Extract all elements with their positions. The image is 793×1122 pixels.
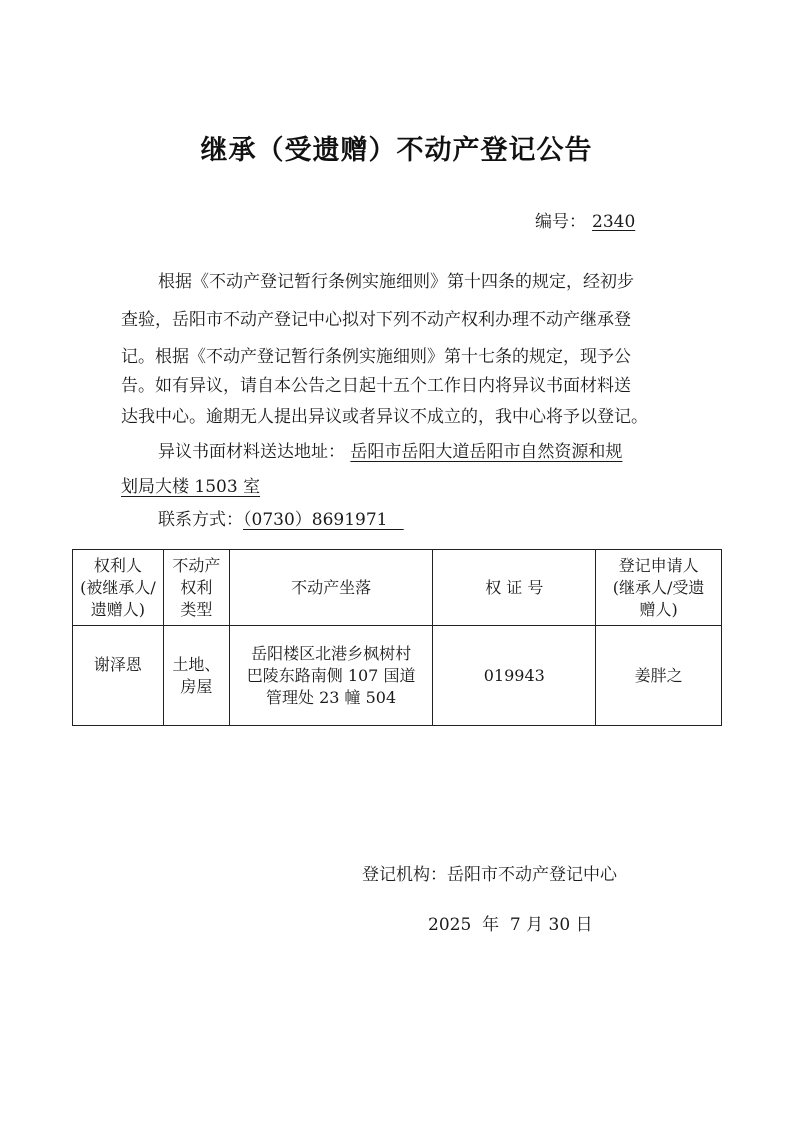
page-title: 继承（受遗赠）不动产登记公告 [200,135,593,166]
doc-number-value: 2340 [592,212,636,232]
body-line-2: 查验，岳阳市不动产登记中心拟对下列不动产权利办理不动产继承登 [121,310,631,330]
contact-value: （0730）8691971 [243,510,388,530]
header-rights-holder: 权利人 (被继承人/ 遗赠人) [73,550,164,626]
cell-certificate-no: 019943 [433,626,596,726]
address-label: 异议书面材料送达地址： [158,442,345,462]
cell-location: 岳阳楼区北港乡枫树村 巴陵东路南侧 107 国道 管理处 23 幢 504 [229,626,433,726]
org-label: 登记机构： [362,865,447,885]
org-name: 岳阳市不动产登记中心 [447,865,617,885]
registration-org [362,860,617,885]
doc-number-label: 编号： [535,212,586,232]
cell-rights-holder: 谢泽恩 [73,626,164,726]
body-line-1: 根据《不动产登记暂行条例实施细则》第十四条的规定，经初步 [158,272,634,292]
cell-applicant: 姜胖之 [596,626,722,726]
registration-table [72,549,722,726]
header-property-type: 不动产 权利 类型 [163,550,229,626]
cell-property-type: 土地、 房屋 [163,626,229,726]
address-line [158,441,622,463]
contact-line [158,509,404,531]
header-certificate-no: 权 证 号 [433,550,596,626]
header-applicant: 登记申请人 (继承人/受遗 赠人) [596,550,722,626]
doc-number [535,207,635,232]
address-value-part1: 岳阳市岳阳大道岳阳市自然资源和规 [350,442,623,462]
body-line-5: 达我中心。逾期无人提出异议或者异议不成立的，我中心将予以登记。 [121,407,648,427]
table-row [73,626,722,726]
address-value-part2: 划局大楼 1503 室 [121,477,261,497]
contact-label: 联系方式： [158,510,243,530]
body-line-3: 记。根据《不动产登记暂行条例实施细则》第十七条的规定，现予公 [121,347,631,367]
body-line-4: 告。如有异议，请自本公告之日起十五个工作日内将异议书面材料送 [121,376,631,396]
table-header-row [73,550,722,626]
announcement-date: 2025 年 7 月 30 日 [428,915,593,935]
header-location: 不动产坐落 [229,550,433,626]
